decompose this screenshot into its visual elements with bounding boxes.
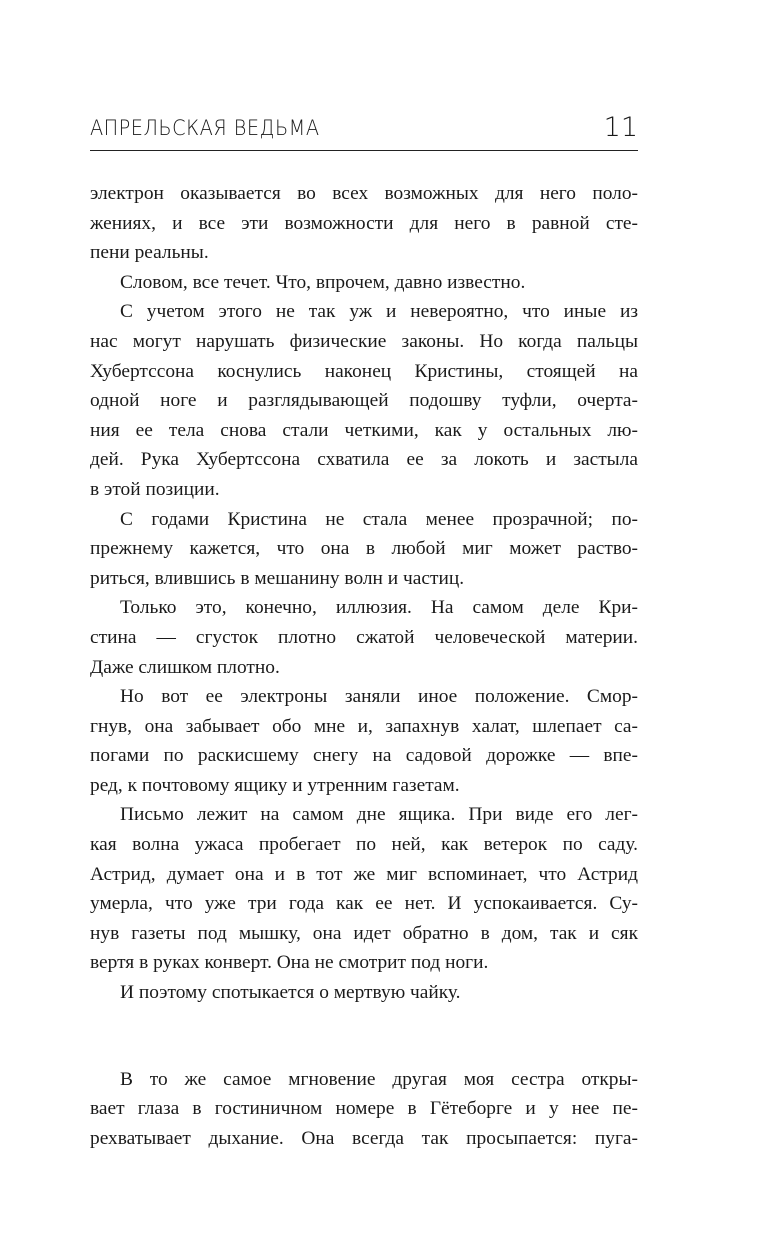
text-line: Только это, конечно, иллюзия. На самом деле Кри- (120, 597, 638, 619)
text-line: жениях, и все эти возможности для него в равной сте- (90, 212, 638, 234)
text-line: стина — сгусток плотно сжатой человеческой материи. (90, 626, 638, 648)
text-line: пени реальны. (90, 242, 209, 264)
text-line: рехватывает дыхание. Она всегда так просыпается: пуга- (90, 1127, 638, 1149)
section-break (90, 1008, 638, 1065)
text-line: прежнему кажется, что она в любой миг может раство- (90, 538, 638, 560)
text-line: нув газеты под мышку, она идет обратно в дом, так и сяк (90, 922, 638, 944)
text-line: погами по раскисшему снегу на садовой дорожке — впе- (90, 745, 638, 767)
text-line: дей. Рука Хубертссона схватила ее за локоть и застыла (90, 449, 638, 471)
text-line: электрон оказывается во всех возможных для него поло- (90, 183, 638, 204)
text-line: нас могут нарушать физические законы. Но когда пальцы (90, 330, 638, 352)
text-line: И поэтому спотыкается о мертвую чайку. (120, 982, 461, 1004)
text-line: ния ее тела снова стали четкими, как у остальных лю- (90, 419, 638, 441)
text-line: С годами Кристина не стала менее прозрачной; по- (120, 508, 638, 530)
text-line: Письмо лежит на самом дне ящика. При виде его лег- (120, 804, 638, 826)
body-text (90, 179, 638, 1153)
book-title: АПРЕЛЬСКАЯ ВЕДЬМА (90, 116, 320, 140)
text-line: умерла, что уже три года как ее нет. И успокаивается. Су- (90, 893, 638, 915)
text-line: в этой позиции. (90, 478, 220, 500)
page-number: 11 (603, 112, 638, 143)
text-line: Словом, все течет. Что, впрочем, давно известно. (120, 271, 526, 293)
text-line: Хубертссона коснулись наконец Кристины, стоящей на (90, 360, 638, 382)
text-line: гнув, она забывает обо мне и, запахнув халат, шлепает са- (90, 715, 638, 737)
running-header (90, 112, 638, 151)
text-line: Даже слишком плотно. (90, 656, 280, 678)
text-line: кая волна ужаса пробегает по ней, как ветерок по саду. (90, 834, 638, 856)
text-line: риться, влившись в мешанину волн и частиц. (90, 567, 465, 589)
text-line: вертя в руках конверт. Она не смотрит под ноги. (90, 952, 489, 974)
text-line: одной ноге и разглядывающей подошву туфли, очерта- (90, 390, 638, 412)
text-line: Но вот ее электроны заняли иное положение. Смор- (120, 686, 638, 708)
text-line: Астрид, думает она и в тот же миг вспоминает, что Астрид (90, 863, 638, 885)
text-line: вает глаза в гостиничном номере в Гётеборге и у нее пе- (90, 1098, 638, 1120)
text-line: В то же самое мгновение другая моя сестра откры- (120, 1068, 638, 1090)
text-line: ред, к почтовому ящику и утренним газетам. (90, 774, 460, 796)
text-line: С учетом этого не так уж и невероятно, что иные из (120, 301, 638, 323)
